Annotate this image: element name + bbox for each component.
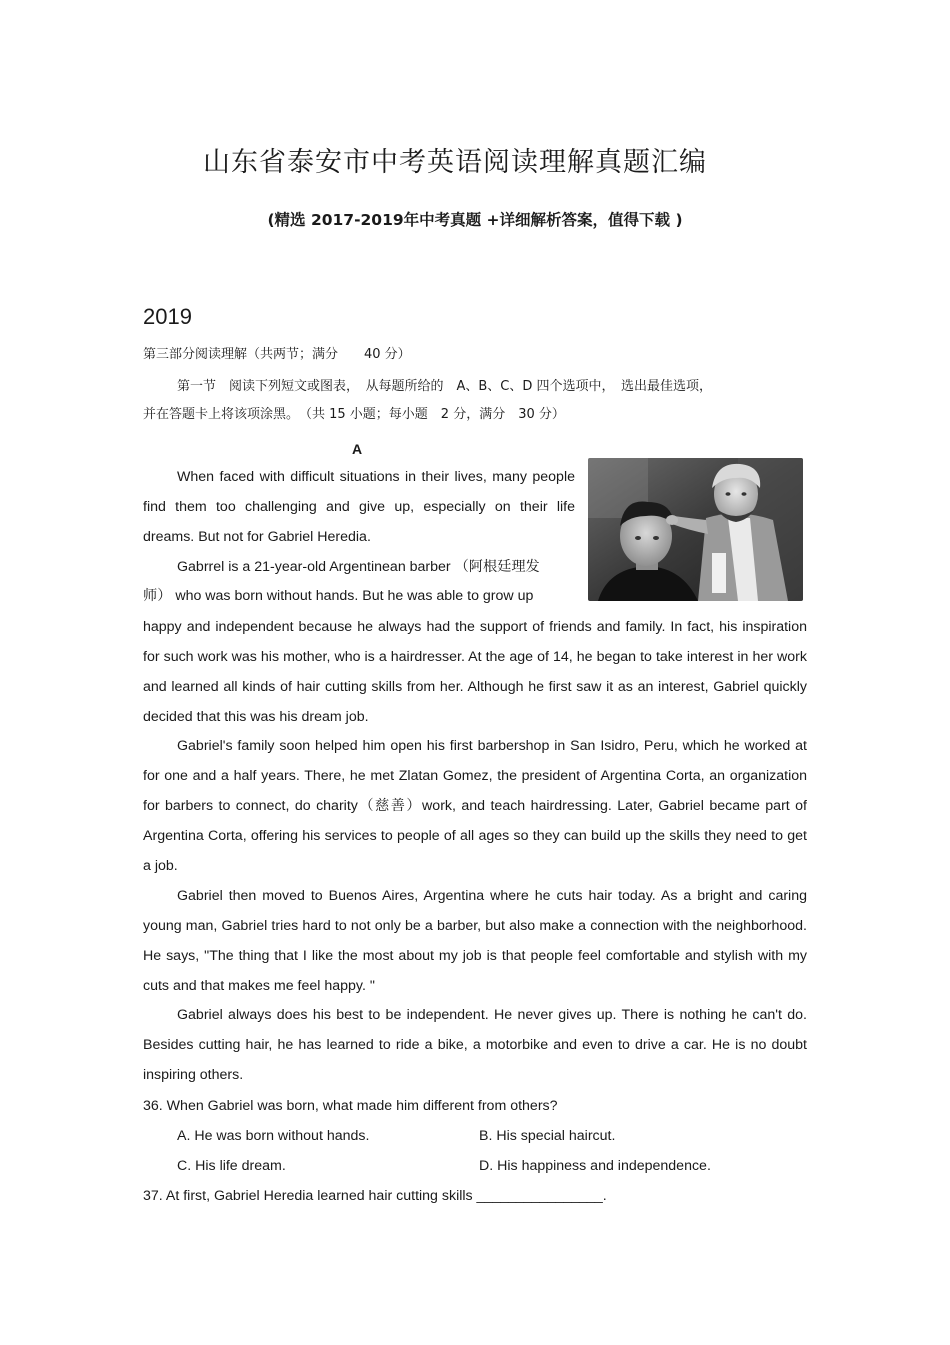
question-36-option-a: A. He was born without hands. — [177, 1128, 370, 1144]
passage-label: A — [352, 441, 363, 457]
paragraph-5-text: Gabriel always does his best to be independent. He never gives up. There is nothing he can't do. Besides cutting hair, he has learned to ride a bike, a motorbike and even to drive a car. He is no doubt inspiring others. — [143, 1007, 807, 1083]
paragraph-3-text: Gabriel's family soon helped him open his first barbershop in San Isidro, Peru, which he worked at for one and a half years. There, he met Zlatan Gomez, the president of Argentina Corta, an organization for barbers to connect, do charity（慈善）work, and teach hairdressing. Later, Gabriel became part of Argentina Corta, offering his services to people of all ages so they can build up the skills they need to get a job. — [143, 738, 807, 874]
paragraph-4 — [143, 882, 807, 1002]
question-36-option-b: B. His special haircut. — [479, 1128, 616, 1144]
paragraph-2-line-1: Gabrrel is a 21-year-old Argentinean barber （阿根廷理发 — [177, 559, 540, 575]
year-heading: 2019 — [143, 304, 192, 329]
paragraph-1 — [143, 463, 575, 553]
instruction-line-1: 第一节 阅读下列短文或图表， 从每题所给的 A、B、C、D 四个选项中， 选出最佳选项， — [177, 379, 713, 394]
paragraph-2-line-2: 师） who was born without hands. But he was able to grow up — [143, 588, 534, 604]
paragraph-2-rest-text: happy and independent because he always had the support of friends and family. In fact, his inspiration for such work was his mother, who is a hairdresser. At the age of 14, he began to take interest in her work and learned all kinds of hair cutting skills from her. Although he first saw it as an interest, Gabriel quickly decided that this was his dream job. — [143, 619, 807, 725]
question-37-stem: 37. At first, Gabriel Heredia learned hair cutting skills ________________. — [143, 1188, 607, 1204]
question-36-option-c: C. His life dream. — [177, 1158, 286, 1174]
barber-photo — [588, 458, 803, 601]
page-subtitle: (精选 2017-2019年中考真题 +详细解析答案，值得下载 ) — [267, 211, 683, 229]
paragraph-2-rest — [143, 613, 807, 733]
paragraph-5 — [143, 1001, 807, 1091]
section-header: 第三部分阅读理解（共两节；满分 40 分） — [143, 347, 411, 362]
page-title: 山东省泰安市中考英语阅读理解真题汇编 — [203, 147, 707, 178]
question-36-option-d: D. His happiness and independence. — [479, 1158, 711, 1174]
paragraph-4-text: Gabriel then moved to Buenos Aires, Argentina where he cuts hair today. As a bright and caring young man, Gabriel tries hard to not only be a barber, but also make a connection with the neighborhood. He says, "The thing that I like the most about my job is that people feel comfortable and stylish with my cuts and that makes me feel happy. " — [143, 888, 807, 994]
paragraph-3 — [143, 732, 807, 882]
instruction-line-2: 并在答题卡上将该项涂黑。 （共 15 小题；每小题 2 分，满分 30 分） — [143, 407, 565, 422]
question-36-stem: 36. When Gabriel was born, what made him different from others? — [143, 1098, 558, 1114]
paragraph-1-text: When faced with difficult situations in their lives, many people find them too challenging and give up, especially on their life dreams. But not for Gabriel Heredia. — [143, 469, 575, 545]
